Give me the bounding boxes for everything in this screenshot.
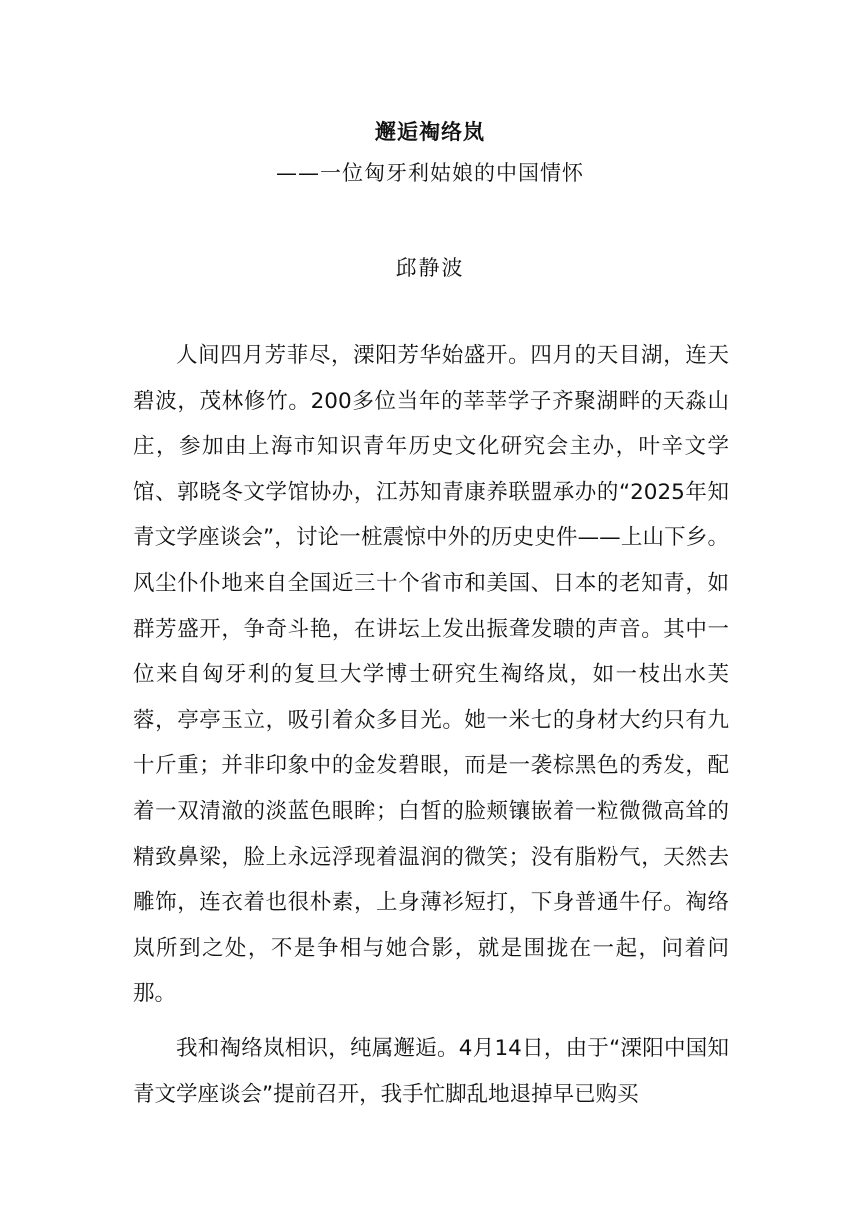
paragraph: 我和祹络岚相识，纯属邂逅。4月14日，由于“溧阳中国知青文学座谈会”提前召开，我手忙脚乱地退掉早已购买 [133, 1035, 729, 1107]
paragraph: 人间四月芳菲尽，溧阳芳华始盛开。四月的天目湖，连天碧波，茂林修竹。200多位当年的莘莘学子齐聚湖畔的天淼山庄，参加由上海市知识青年历史文化研究会主办，叶辛文学馆、郭晓冬文学馆协办，江苏知青康养联盟承办的“2025年知青文学座谈会”，讨论一桩震惊中外的历史史件——上山下乡。风尘仆仆地来自全国近三十个省市和美国、日本的老知青，如群芳盛开，争奇斗艳，在讲坛上发出振聋发聩的声音。其中一位来自匈牙利的复旦大学博士研究生祹络岚，如一枝出水芙蓉，亭亭玉立，吸引着众多目光。她一米七的身材大约只有九十斤重；并非印象中的金发碧眼，而是一袭棕黑色的秀发，配着一双清澈的淡蓝色眼眸；白皙的脸颊镶嵌着一粒微微高耸的精致鼻梁，脸上永远浮现着温润的微笑；没有脂粉气，天然去雕饰，连衣着也很朴素，上身薄衫短打，下身普通牛仔。祹络岚所到之处，不是争相与她合影，就是围拢在一起，问着问那。 [133, 343, 729, 1007]
article-body [133, 333, 729, 1126]
document-subtitle: ——一位匈牙利姑娘的中国情怀 [276, 161, 584, 185]
document-title: 邂逅祹络岚 [375, 120, 485, 144]
author-name: 邱静波 [395, 256, 465, 280]
